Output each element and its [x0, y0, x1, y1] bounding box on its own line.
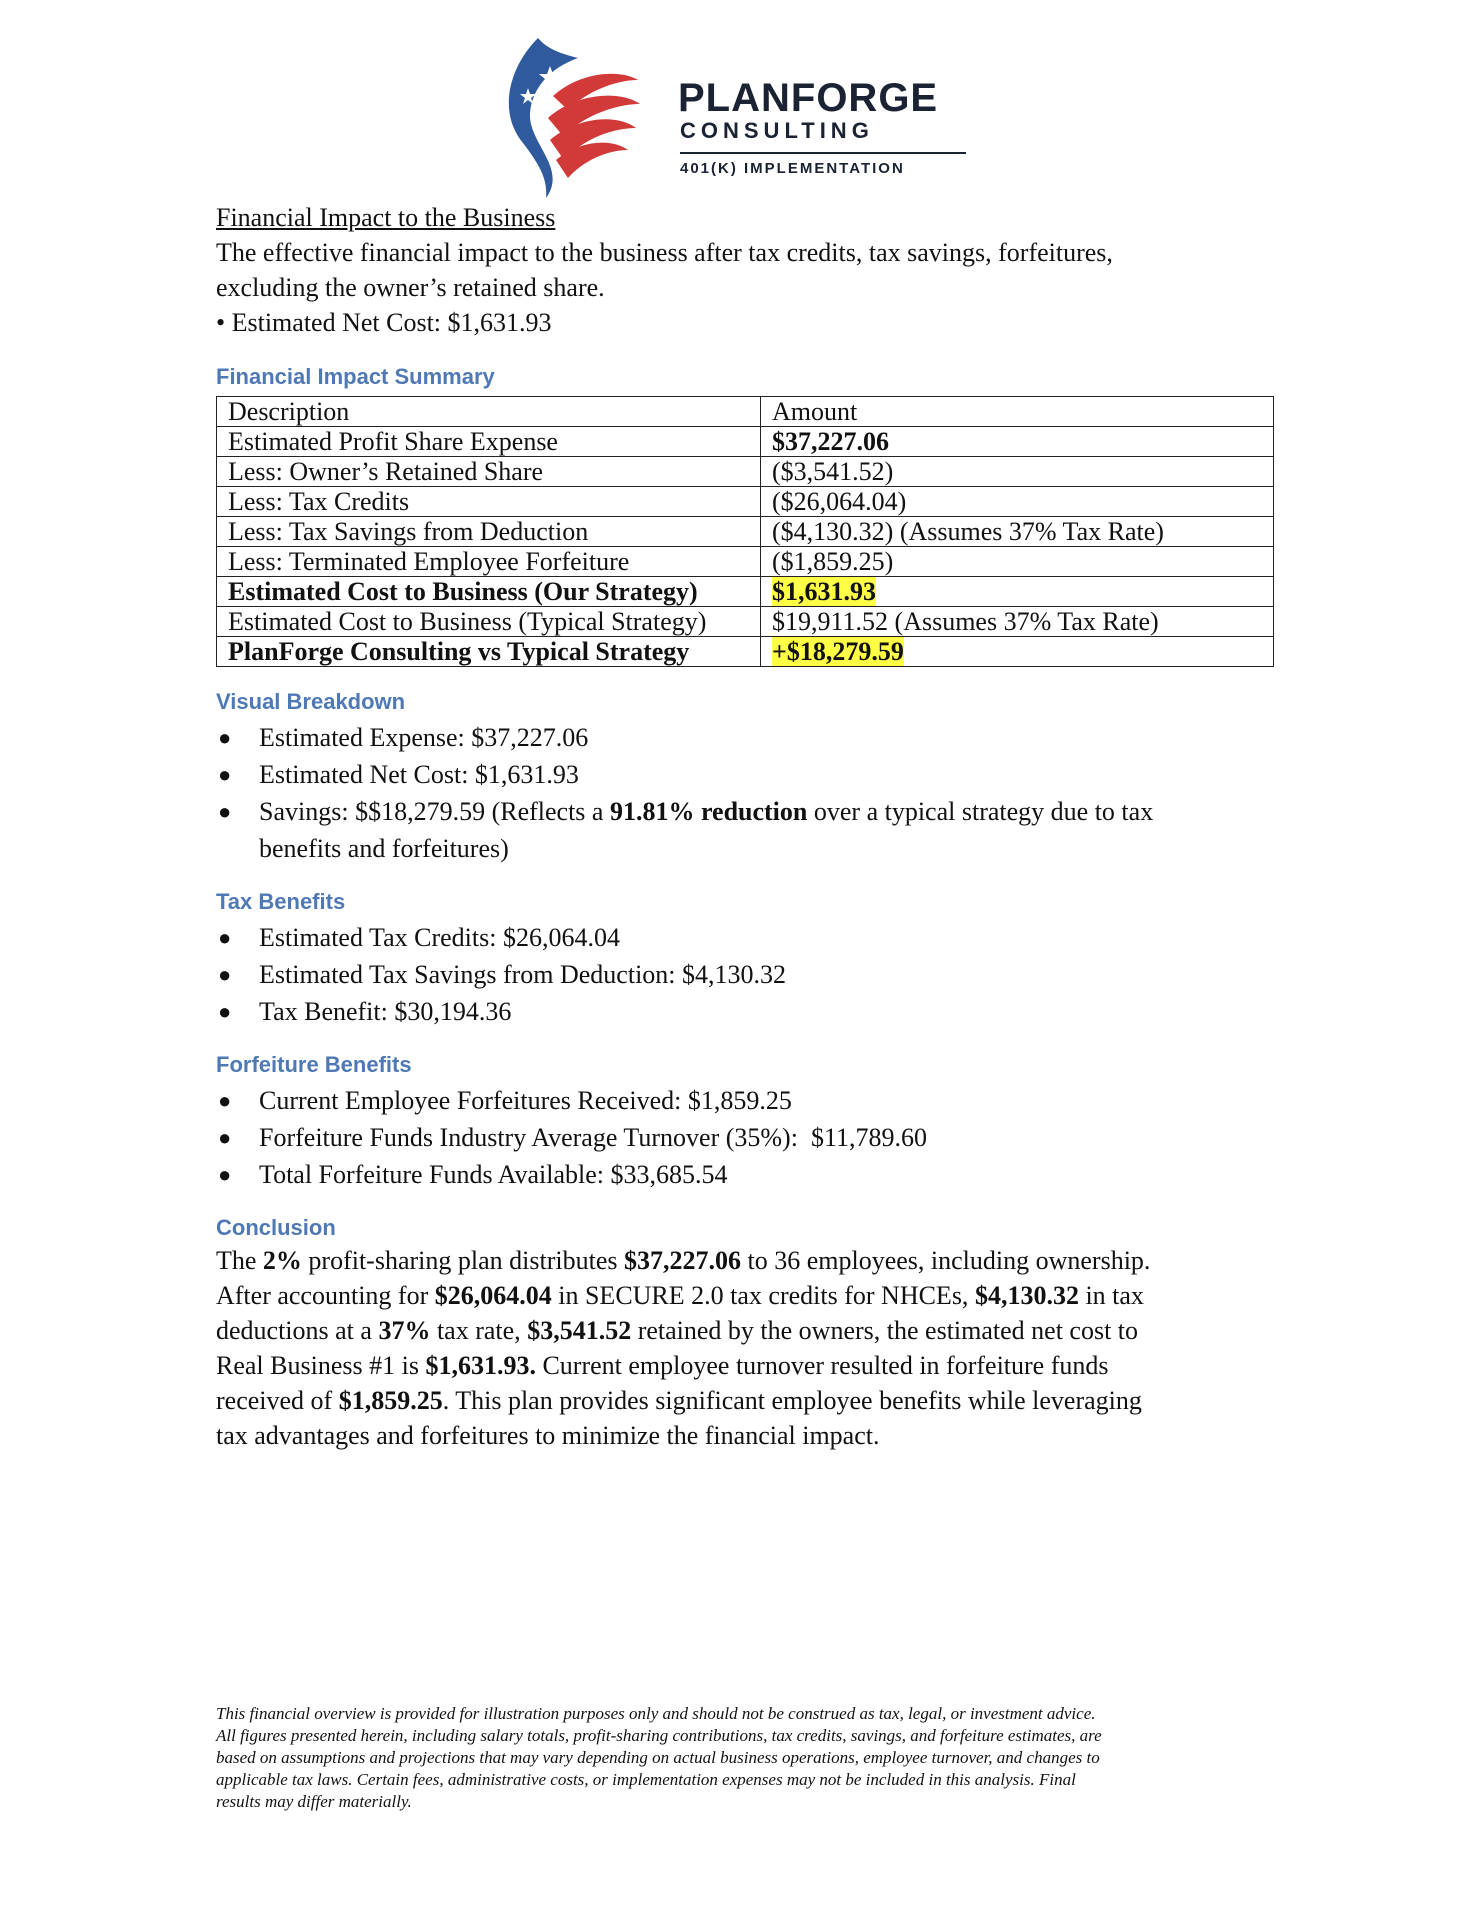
table-header-row — [217, 397, 1274, 427]
disclaimer-line: based on assumptions and projections that may vary depending on actual business operations, employee turnover, and changes to — [216, 1748, 1100, 1767]
intro-bullet: • Estimated Net Cost: $1,631.93 — [216, 308, 552, 337]
row-amount: ($26,064.04) — [761, 487, 1274, 517]
flag-flame-icon — [468, 18, 668, 200]
logo-divider — [680, 152, 966, 154]
list-item — [216, 1156, 1276, 1193]
company-logo — [468, 18, 1008, 200]
disclaimer-line: results may differ materially. — [216, 1792, 412, 1811]
bullet-icon: ● — [218, 762, 232, 787]
conclusion-title: Conclusion — [216, 1215, 336, 1240]
row-amount: ($3,541.52) — [761, 457, 1274, 487]
highlighted-amount: $1,631.93 — [772, 577, 876, 606]
disclaimer-line: This financial overview is provided for illustration purposes only and should not be construed as tax, legal, or investment advice. — [216, 1704, 1096, 1723]
list-item-text: Tax Benefit: $30,194.36 — [259, 997, 512, 1026]
intro-line-1: The effective financial impact to the business after tax credits, tax savings, forfeitures, — [216, 238, 1113, 267]
row-description: Less: Tax Savings from Deduction — [217, 517, 761, 547]
logo-sub: CONSULTING — [680, 118, 874, 143]
row-description: Estimated Cost to Business (Our Strategy) — [217, 577, 761, 607]
row-description: Estimated Profit Share Expense — [217, 427, 761, 457]
header-description: Description — [217, 397, 761, 427]
list-item-text: Savings: $$18,279.59 (Reflects a — [259, 797, 610, 826]
highlighted-amount: +$18,279.59 — [772, 637, 904, 666]
row-amount: $19,911.52 (Assumes 37% Tax Rate) — [761, 607, 1274, 637]
tax-title: Tax Benefits — [216, 889, 346, 914]
intro-line-2: excluding the owner’s retained share. — [216, 273, 605, 302]
row-description: Estimated Cost to Business (Typical Strategy) — [217, 607, 761, 637]
list-item-text: Total Forfeiture Funds Available: $33,685.54 — [259, 1160, 728, 1189]
bullet-icon: ● — [218, 999, 232, 1024]
logo-tagline: 401(K) IMPLEMENTATION — [680, 160, 905, 177]
document-body — [216, 200, 1276, 1453]
header-amount: Amount — [761, 397, 1274, 427]
forfeiture-title: Forfeiture Benefits — [216, 1052, 412, 1077]
bullet-icon: ● — [218, 1088, 232, 1113]
list-item-text: Estimated Net Cost: $1,631.93 — [259, 760, 579, 789]
bullet-icon: ● — [218, 1125, 232, 1150]
list-item — [216, 956, 1276, 993]
logo-name: PLANFORGE — [678, 76, 939, 120]
list-item — [216, 993, 1276, 1030]
table-row — [217, 637, 1274, 667]
list-item-text: Forfeiture Funds Industry Average Turnover (35%): $11,789.60 — [259, 1123, 927, 1152]
row-amount: $37,227.06 — [761, 427, 1274, 457]
list-item-text: over a typical strategy due to tax — [807, 797, 1154, 826]
bullet-icon: ● — [218, 925, 232, 950]
reduction-percent: 91.81% reduction — [609, 797, 808, 826]
table-row — [217, 577, 1274, 607]
bullet-icon: ● — [218, 799, 232, 824]
row-amount — [761, 577, 1274, 607]
row-description: Less: Tax Credits — [217, 487, 761, 517]
list-item — [216, 719, 1276, 756]
list-item — [216, 1082, 1276, 1119]
list-item — [216, 1119, 1276, 1156]
tax-list — [216, 919, 1276, 1030]
row-amount — [761, 637, 1274, 667]
table-row — [217, 487, 1274, 517]
list-item-text: Estimated Expense: $37,227.06 — [259, 723, 589, 752]
list-item-text: Current Employee Forfeitures Received: $1,859.25 — [259, 1086, 792, 1115]
table-row — [217, 547, 1274, 577]
row-description: Less: Owner’s Retained Share — [217, 457, 761, 487]
list-item — [216, 919, 1276, 956]
disclaimer — [216, 1703, 1256, 1813]
row-amount: ($4,130.32) (Assumes 37% Tax Rate) — [761, 517, 1274, 547]
summary-table — [216, 396, 1274, 667]
summary-title: Financial Impact Summary — [216, 364, 495, 389]
row-description: PlanForge Consulting vs Typical Strategy — [217, 637, 761, 667]
list-item — [216, 793, 1276, 867]
list-item — [216, 756, 1276, 793]
disclaimer-line: applicable tax laws. Certain fees, administrative costs, or implementation expenses may not be included in this analysis. Final — [216, 1770, 1076, 1789]
row-amount: ($1,859.25) — [761, 547, 1274, 577]
table-row — [217, 457, 1274, 487]
intro-heading: Financial Impact to the Business — [216, 203, 556, 232]
visual-list — [216, 719, 1276, 867]
list-item-text: Estimated Tax Credits: $26,064.04 — [259, 923, 620, 952]
visual-title: Visual Breakdown — [216, 689, 406, 714]
bullet-icon: ● — [218, 725, 232, 750]
disclaimer-line: All figures presented herein, including salary totals, profit-sharing contributions, tax credits, savings, and forfeiture estimates, are — [216, 1726, 1102, 1745]
conclusion-paragraph: The 2% profit-sharing plan distributes $37,227.06 to 36 employees, including ownership. After accounting for $26,064.04 in SECURE 2.0 tax credits for NHCEs, $4,130.32 in tax deductions at a 37% tax rate, $3,541.52 retained by the owners, the estimated net cost to Real Business #1 is $1,631.93. Current employee turnover resulted in forfeiture funds received of $1,859.25. This plan provides significant employee benefits while leveraging tax advantages and forfeitures to minimize the financial impact. — [216, 1246, 1151, 1450]
list-item-text: benefits and forfeitures) — [259, 834, 509, 863]
table-row — [217, 517, 1274, 547]
table-row — [217, 427, 1274, 457]
list-item-text: Estimated Tax Savings from Deduction: $4,130.32 — [259, 960, 787, 989]
table-row — [217, 607, 1274, 637]
bullet-icon: ● — [218, 1162, 232, 1187]
forfeiture-list — [216, 1082, 1276, 1193]
bullet-icon: ● — [218, 962, 232, 987]
row-description: Less: Terminated Employee Forfeiture — [217, 547, 761, 577]
